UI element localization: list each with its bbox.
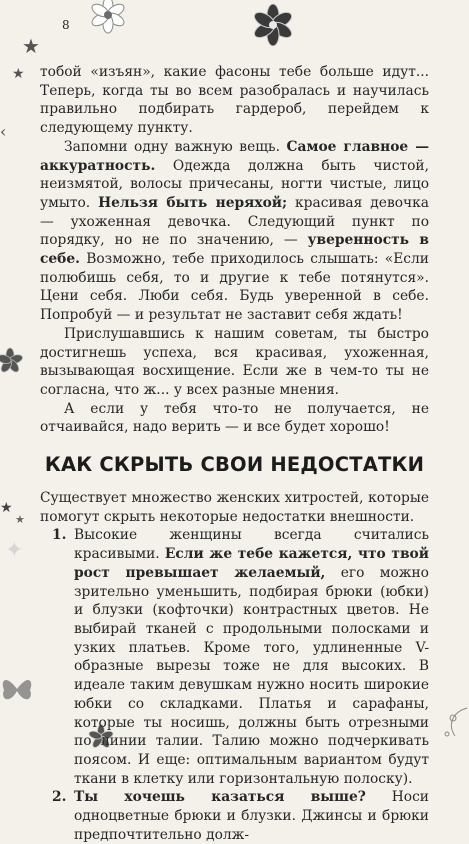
star-decoration-icon: ★ [22, 34, 40, 58]
intro-paragraph-2 [40, 138, 429, 325]
page-content [40, 63, 429, 844]
butterfly-decoration-icon [0, 672, 34, 706]
text-run: Возможно, тебе приходилось слышать: «Если полюбишь себя, то и другие к тебе потянутся». Цени себя. Люби себя. Будь уверенной в себе. Попробуй — и результат не заставит себя ждать! [40, 251, 429, 324]
emphasis-height: Если же тебе кажется, что твой рост превышает желаемый, [74, 546, 429, 581]
star-decoration-icon: ✦ [5, 538, 24, 563]
list-item [40, 526, 429, 788]
page-number: 8 [62, 18, 70, 32]
section-heading: КАК СКРЫТЬ СВОИ НЕДОСТАТКИ [44, 453, 425, 477]
intro-paragraph-4: А если у тебя что-то не получается, не отчаивайся, надо верить — и все будет хорошо! [40, 400, 429, 436]
list-item-number: 1. [52, 527, 67, 544]
text-run: Запомни одну важную вещь. [64, 138, 287, 155]
list-item-number: 2. [52, 789, 67, 806]
flower-decoration-icon [0, 346, 26, 376]
swirl-decoration-icon [433, 698, 469, 748]
text-run: Носи одноцветные брюки и блузки. Джинсы и брюки предпочтительно долж- [74, 789, 429, 843]
emphasis-neatness: Нельзя быть неряхой; [98, 194, 288, 211]
emphasis-confidence: уверенность в себе. [40, 232, 429, 268]
emphasis-taller: Ты хочешь казаться выше? [74, 789, 366, 806]
intro-paragraph-1: тобой «изъян», какие фасоны тебе больше идут... Теперь, когда ты во всем разобралась и научилась правильно подбирать гардероб, перейдем к следующему пункту. [40, 64, 429, 137]
text-run: красивая девочка — ухоженная девочка. Следующий пункт по порядку, но не по значению, — [40, 194, 429, 249]
star-decoration-icon: ★ [0, 500, 13, 516]
section-lead-paragraph: Существует множество женских хитростей, которые помогут скрыть некоторые недостатки внешности. [40, 490, 429, 525]
side-mark-icon: ‹ [0, 122, 7, 141]
text-run: его можно зрительно уменьшить, подбирая брюки (юбки) и блузки (кофточки) контрастных цветов. Не выбирай тканей с продольными полосками и узких платьев. Кроме того, удлиненные V-образные вырезы тоже не для высоких. В идеале таким девушкам нужно носить широкие юбки со складками. Платья и сарафаны, которые ты носишь, должны быть отрезными по линии талии. Талию можно подчеркивать поясом. И еще: оптимальным вариантом будут ткани в клетку или горизонтальную полоску). [74, 564, 429, 787]
text-run: Высокие женщины всегда считались красивыми. [74, 527, 429, 563]
flower-decoration-icon [250, 2, 296, 48]
list-item [40, 788, 429, 844]
intro-paragraph-3: Прислушавшись к нашим советам, ты быстро достигнешь успеха, вся красивая, ухоженная, вызывающая восхищение. Если же в чем-то ты не согласна, что ж... у всех разные мнения. [40, 325, 429, 398]
star-decoration-icon: ★ [15, 513, 25, 526]
flower-decoration-icon [88, 0, 128, 34]
tips-list [40, 526, 429, 844]
star-decoration-icon: ★ [12, 66, 25, 82]
text-run: Одежда должна быть чистой, неизмятой, волосы причесаны, ногти чистые, лицо умыто. [40, 157, 429, 211]
emphasis-accuracy: Самое главное — аккуратность. [40, 138, 430, 174]
